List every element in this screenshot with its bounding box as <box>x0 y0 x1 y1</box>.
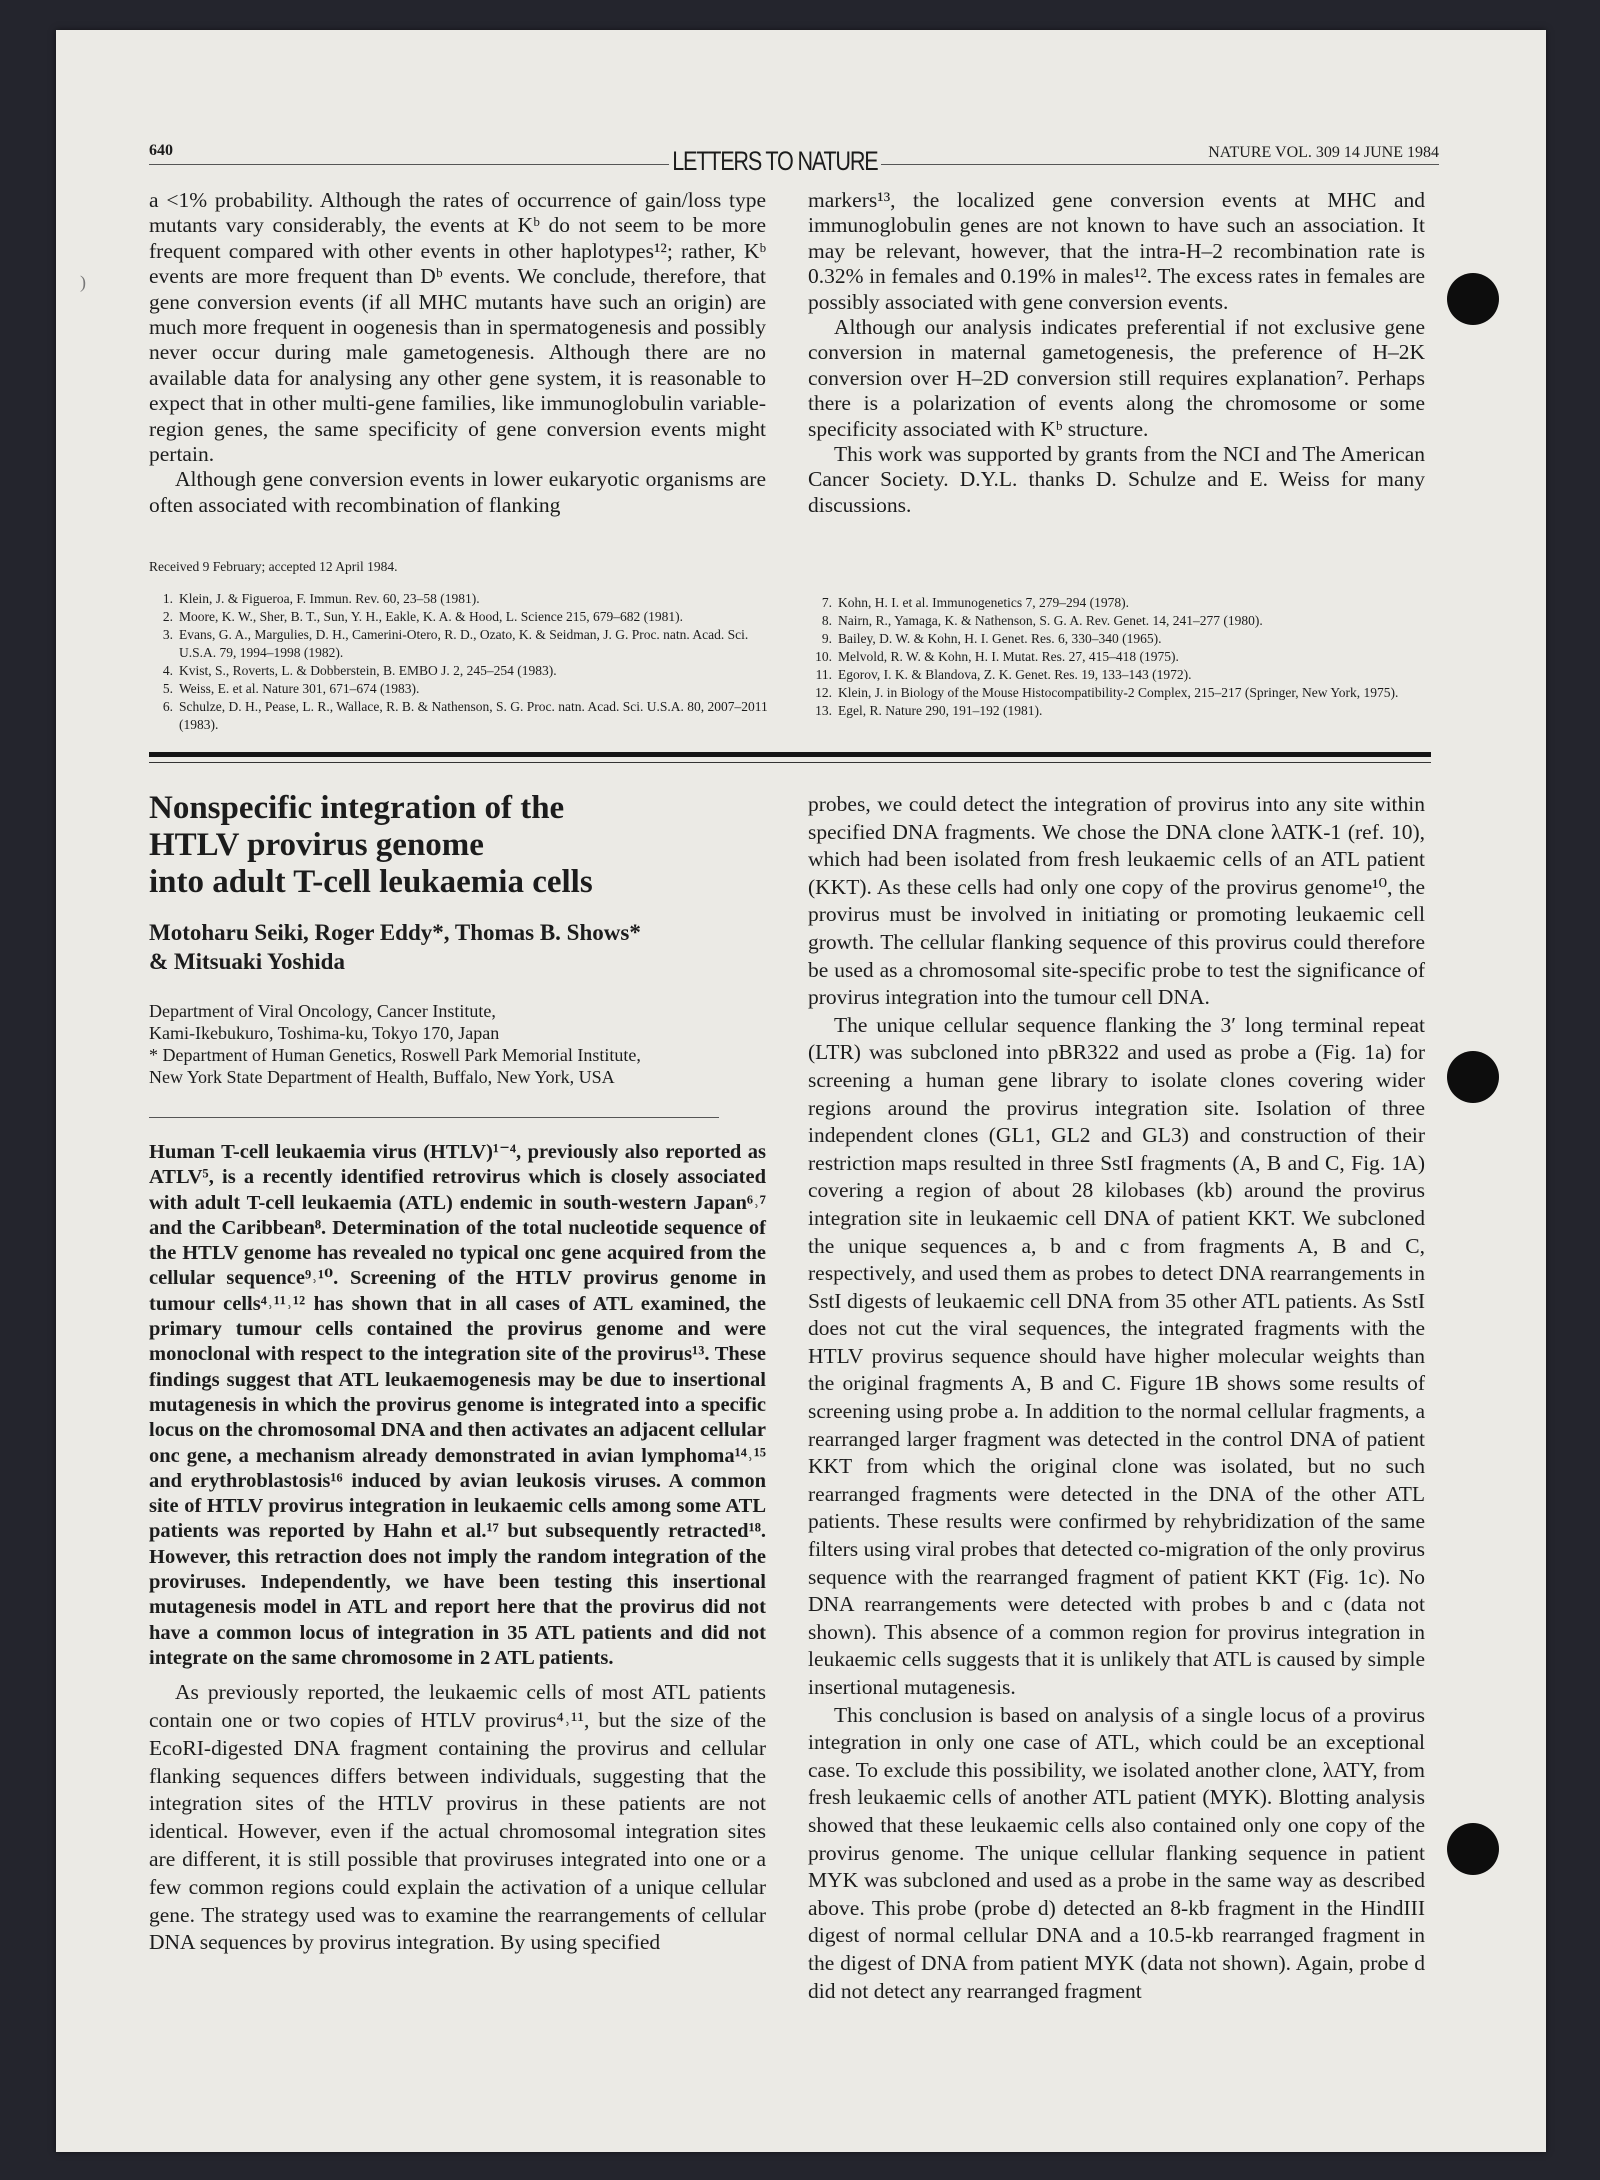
section-title: LETTERS TO NATURE <box>669 146 881 177</box>
reference-text: Kohn, H. I. et al. Immunogenetics 7, 279–294 (1978). <box>838 595 1129 610</box>
reference-text: Egorov, I. K. & Blandova, Z. K. Genet. Res. 19, 133–143 (1972). <box>838 667 1192 682</box>
paragraph: markers¹³, the localized gene conversion events at MHC and immunoglobulin genes are not known to have such an association. It may be relevant, however, that the intra-H–2 recombination rate is 0.32% in females and 0.19% in males¹². The excess rates in females are possibly associated with gene conversion events. <box>808 188 1425 314</box>
prev-article-right-column <box>808 188 1425 518</box>
reference-number: 4. <box>162 663 173 678</box>
affiliation-line: * Department of Human Genetics, Roswell Park Memorial Institute, <box>149 1045 641 1065</box>
paragraph: The unique cellular sequence flanking the 3′ long terminal repeat (LTR) was subcloned into pBR322 and used as probe a (Fig. 1a) for screening a human gene library to isolate clones covering wider regions around the provirus integration site. Isolation of three independent clones (GL1, GL2 and GL3) and construction of their restriction maps resulted in three SstI fragments (A, B and C, Fig. 1A) covering a region of about 28 kilobases (kb) around the provirus integration site in leukaemic cell DNA of patient KKT. We subcloned the unique sequences a, b and c from fragments A, B and C, respectively, and used them as probes to detect DNA rearrangements in SstI digests of leukaemic cell DNA from 35 other ATL patients. As SstI does not cut the viral sequences, the integrated fragments with the HTLV provirus sequence should have higher molecular weights than the original fragments A, B and C. Figure 1B shows some results of screening using probe a. In addition to the normal cellular fragments, a rearranged larger fragment was detected in the control DNA of patient KKT from which the original clone was isolated, but no such rearranged fragments were detected in the DNA of the other ATL patients. These results were confirmed by rehybridization of the same filters using viral probes that detected co-migration of the only provirus sequence with the rearranged fragment of patient KKT (Fig. 1c). No DNA rearrangements were detected with probes b and c (data not shown). This absence of a common region for provirus integration in leukaemic cells suggests that it is unlikely that ATL is caused by simple insertional mutagenesis. <box>808 1012 1425 1699</box>
received-date: Received 9 February; accepted 12 April 1984. <box>149 559 398 574</box>
reference-item <box>808 630 1428 648</box>
reference-item <box>808 702 1428 720</box>
reference-text: Kvist, S., Roverts, L. & Dobberstein, B. EMBO J. 2, 245–254 (1983). <box>179 663 557 678</box>
margin-mark: ) <box>80 272 86 292</box>
references-left <box>149 558 769 734</box>
paragraph: As previously reported, the leukaemic cells of most ATL patients contain one or two copies of HTLV provirus⁴˒¹¹, but the size of the EcoRI-digested DNA fragment containing the provirus and cellular flanking sequences differs between individuals, suggesting that the integration sites of the HTLV provirus in these patients are not identical. However, even if the actual chromosomal integration sites are different, it is still possible that proviruses integrated into one or a few common regions could explain the activation of a unique cellular gene. The strategy used was to examine the rearrangements of cellular DNA sequences by provirus integration. By using specified <box>149 1680 766 1955</box>
punch-hole <box>1447 273 1499 325</box>
reference-number: 9. <box>821 631 832 646</box>
reference-text: Nairn, R., Yamaga, K. & Nathenson, S. G. A. Rev. Genet. 14, 241–277 (1980). <box>838 613 1263 628</box>
reference-text: Melvold, R. W. & Kohn, H. I. Mutat. Res. 27, 415–418 (1975). <box>838 649 1179 664</box>
author-line: Motoharu Seiki, Roger Eddy*, Thomas B. Shows* <box>149 920 641 945</box>
reference-item <box>808 684 1428 702</box>
reference-item <box>149 608 769 626</box>
section-divider-thin <box>149 762 1431 763</box>
reference-text: Evans, G. A., Margulies, D. H., Camerini-Otero, R. D., Ozato, K. & Seidman, J. G. Proc. natn. Acad. Sci. U.S.A. 79, 1994–1998 (1982). <box>179 627 749 660</box>
paragraph: This work was supported by grants from the NCI and The American Cancer Society. D.Y.L. thanks D. Schulze and E. Weiss for many discussions. <box>808 442 1425 517</box>
reference-item <box>808 612 1428 630</box>
affiliation-line: Department of Viral Oncology, Cancer Institute, <box>149 1001 496 1021</box>
article-authors <box>149 918 641 976</box>
article-left-column <box>149 1140 766 1957</box>
reference-item <box>149 698 769 734</box>
reference-item <box>149 590 769 608</box>
reference-item <box>149 680 769 698</box>
references-right <box>808 594 1428 720</box>
reference-item <box>808 594 1428 612</box>
reference-text: Klein, J. & Figueroa, F. Immun. Rev. 60, 23–58 (1981). <box>179 591 480 606</box>
reference-text: Schulze, D. H., Pease, L. R., Wallace, R. B. & Nathenson, S. G. Proc. natn. Acad. Sci. U.S.A. 80, 2007–2011 (1983). <box>179 699 768 732</box>
reference-text: Bailey, D. W. & Kohn, H. I. Genet. Res. 6, 330–340 (1965). <box>838 631 1162 646</box>
article-right-column <box>808 791 1425 2005</box>
reference-item <box>149 662 769 680</box>
reference-item <box>808 666 1428 684</box>
reference-number: 1. <box>162 591 173 606</box>
paragraph: Although gene conversion events in lower eukaryotic organisms are often associated with recombination of flanking <box>149 467 766 517</box>
article-affiliations <box>149 1000 641 1088</box>
reference-text: Klein, J. in Biology of the Mouse Histocompatibility-2 Complex, 215–217 (Springer, New York, 1975). <box>838 685 1399 700</box>
title-line: into adult T-cell leukaemia cells <box>149 864 593 900</box>
reference-number: 3. <box>162 627 173 642</box>
section-divider-thick <box>149 752 1431 757</box>
title-line: Nonspecific integration of the <box>149 790 565 826</box>
prev-article-left-column <box>149 188 766 518</box>
reference-text: Egel, R. Nature 290, 191–192 (1981). <box>838 703 1043 718</box>
reference-number: 7. <box>821 595 832 610</box>
paragraph: a <1% probability. Although the rates of occurrence of gain/loss type mutants vary considerably, the events at Kᵇ do not seem to be more frequent compared with other events in other haplotypes¹²; rather, Kᵇ events are more frequent than Dᵇ events. We conclude, therefore, that gene conversion events (if all MHC mutants have such an origin) are much more frequent in oogenesis than in spermatogenesis and possibly never occur during male gametogenesis. Although there are no available data for analysing any other gene system, it is reasonable to expect that in other multi-gene families, like immunoglobulin variable-region genes, the same specificity of gene conversion events might pertain. <box>149 188 766 467</box>
reference-number: 10. <box>815 649 832 664</box>
paragraph: This conclusion is based on analysis of a single locus of a provirus integration in only one case of ATL, which could be an exceptional case. To exclude this possibility, we isolated another clone, λATY, from fresh leukaemic cells of another ATL patient (MYK). Blotting analysis showed that these leukaemic cells also contained only one copy of the provirus genome. The unique cellular flanking sequence in patient MYK was subcloned and used as a probe in the same way as described above. This probe (probe d) detected an 8-kb fragment in the HindIII digest of normal cellular DNA and a 10.5-kb rearranged fragment in the digest of DNA from patient MYK (data not shown). Again, probe d did not detect any rearranged fragment <box>808 1702 1425 2003</box>
abstract-rule <box>149 1117 719 1118</box>
reference-number: 5. <box>162 681 173 696</box>
affiliation-line: Kami-Ikebukuro, Toshima-ku, Tokyo 170, Japan <box>149 1023 500 1043</box>
reference-number: 12. <box>815 685 832 700</box>
reference-number: 6. <box>162 699 173 714</box>
reference-number: 11. <box>815 667 832 682</box>
page-number: 640 <box>149 142 173 159</box>
reference-number: 2. <box>162 609 173 624</box>
reference-text: Weiss, E. et al. Nature 301, 671–674 (1983). <box>179 681 420 696</box>
paragraph: Although our analysis indicates preferential if not exclusive gene conversion in maternal gametogenesis, the preference of H–2K conversion over H–2D conversion still requires explanation⁷. Perhaps there is a polarization of events along the chromosome or some specificity associated with Kᵇ structure. <box>808 315 1425 441</box>
abstract: Human T-cell leukaemia virus (HTLV)¹⁻⁴, previously also reported as ATLV⁵, is a recently identified retrovirus which is closely associated with adult T-cell leukaemia (ATL) endemic in south-western Japan⁶˒⁷ and the Caribbean⁸. Determination of the total nucleotide sequence of the HTLV genome has revealed no typical onc gene acquired from the cellular sequence⁹˒¹⁰. Screening of the HTLV provirus genome in tumour cells⁴˒¹¹˒¹² has shown that in all cases of ATL examined, the primary tumour cells contained the provirus genome and were monoclonal with respect to the integration site of the provirus¹³. These findings suggest that ATL leukaemogenesis may be due to insertional mutagenesis in which the provirus genome is integrated into a specific locus on the chromosomal DNA and then activates an adjacent cellular onc gene, a mechanism already demonstrated in avian lymphoma¹⁴˒¹⁵ and erythroblastosis¹⁶ induced by avian leukosis viruses. A common site of HTLV provirus integration in leukaemic cells among some ATL patients was reported by Hahn et al.¹⁷ but subsequently retracted¹⁸. However, this retraction does not imply the random integration of the proviruses. Independently, we have been testing this insertional mutagenesis model in ATL and report here that the provirus did not have a common locus of integration in 35 ATL patients and did not integrate on the same chromosome in 2 ATL patients. <box>149 1141 766 1669</box>
reference-number: 13. <box>815 703 832 718</box>
affiliation-line: New York State Department of Health, Buffalo, New York, USA <box>149 1067 615 1087</box>
reference-number: 8. <box>821 613 832 628</box>
article-title <box>149 790 593 901</box>
punch-hole <box>1447 1823 1499 1875</box>
paragraph: probes, we could detect the integration of provirus into any site within specified DNA fragments. We chose the DNA clone λATK-1 (ref. 10), which had been isolated from fresh leukaemic cells of an ATL patient (KKT). As these cells had only one copy of the provirus genome¹⁰, the provirus must be involved in initiating or promoting leukaemic cell growth. The cellular flanking sequence of this provirus could therefore be used as a chromosomal site-specific probe to test the significance of provirus integration into the tumour cell DNA. <box>808 792 1425 1010</box>
journal-issue: NATURE VOL. 309 14 JUNE 1984 <box>1204 144 1439 162</box>
punch-hole <box>1447 1051 1499 1103</box>
reference-text: Moore, K. W., Sher, B. T., Sun, Y. H., Eakle, K. A. & Hood, L. Science 215, 679–682 (1981). <box>179 609 684 624</box>
reference-item <box>808 648 1428 666</box>
title-line: HTLV provirus genome <box>149 827 484 863</box>
reference-item <box>149 626 769 662</box>
running-header <box>149 140 1439 180</box>
author-line: & Mitsuaki Yoshida <box>149 949 345 974</box>
